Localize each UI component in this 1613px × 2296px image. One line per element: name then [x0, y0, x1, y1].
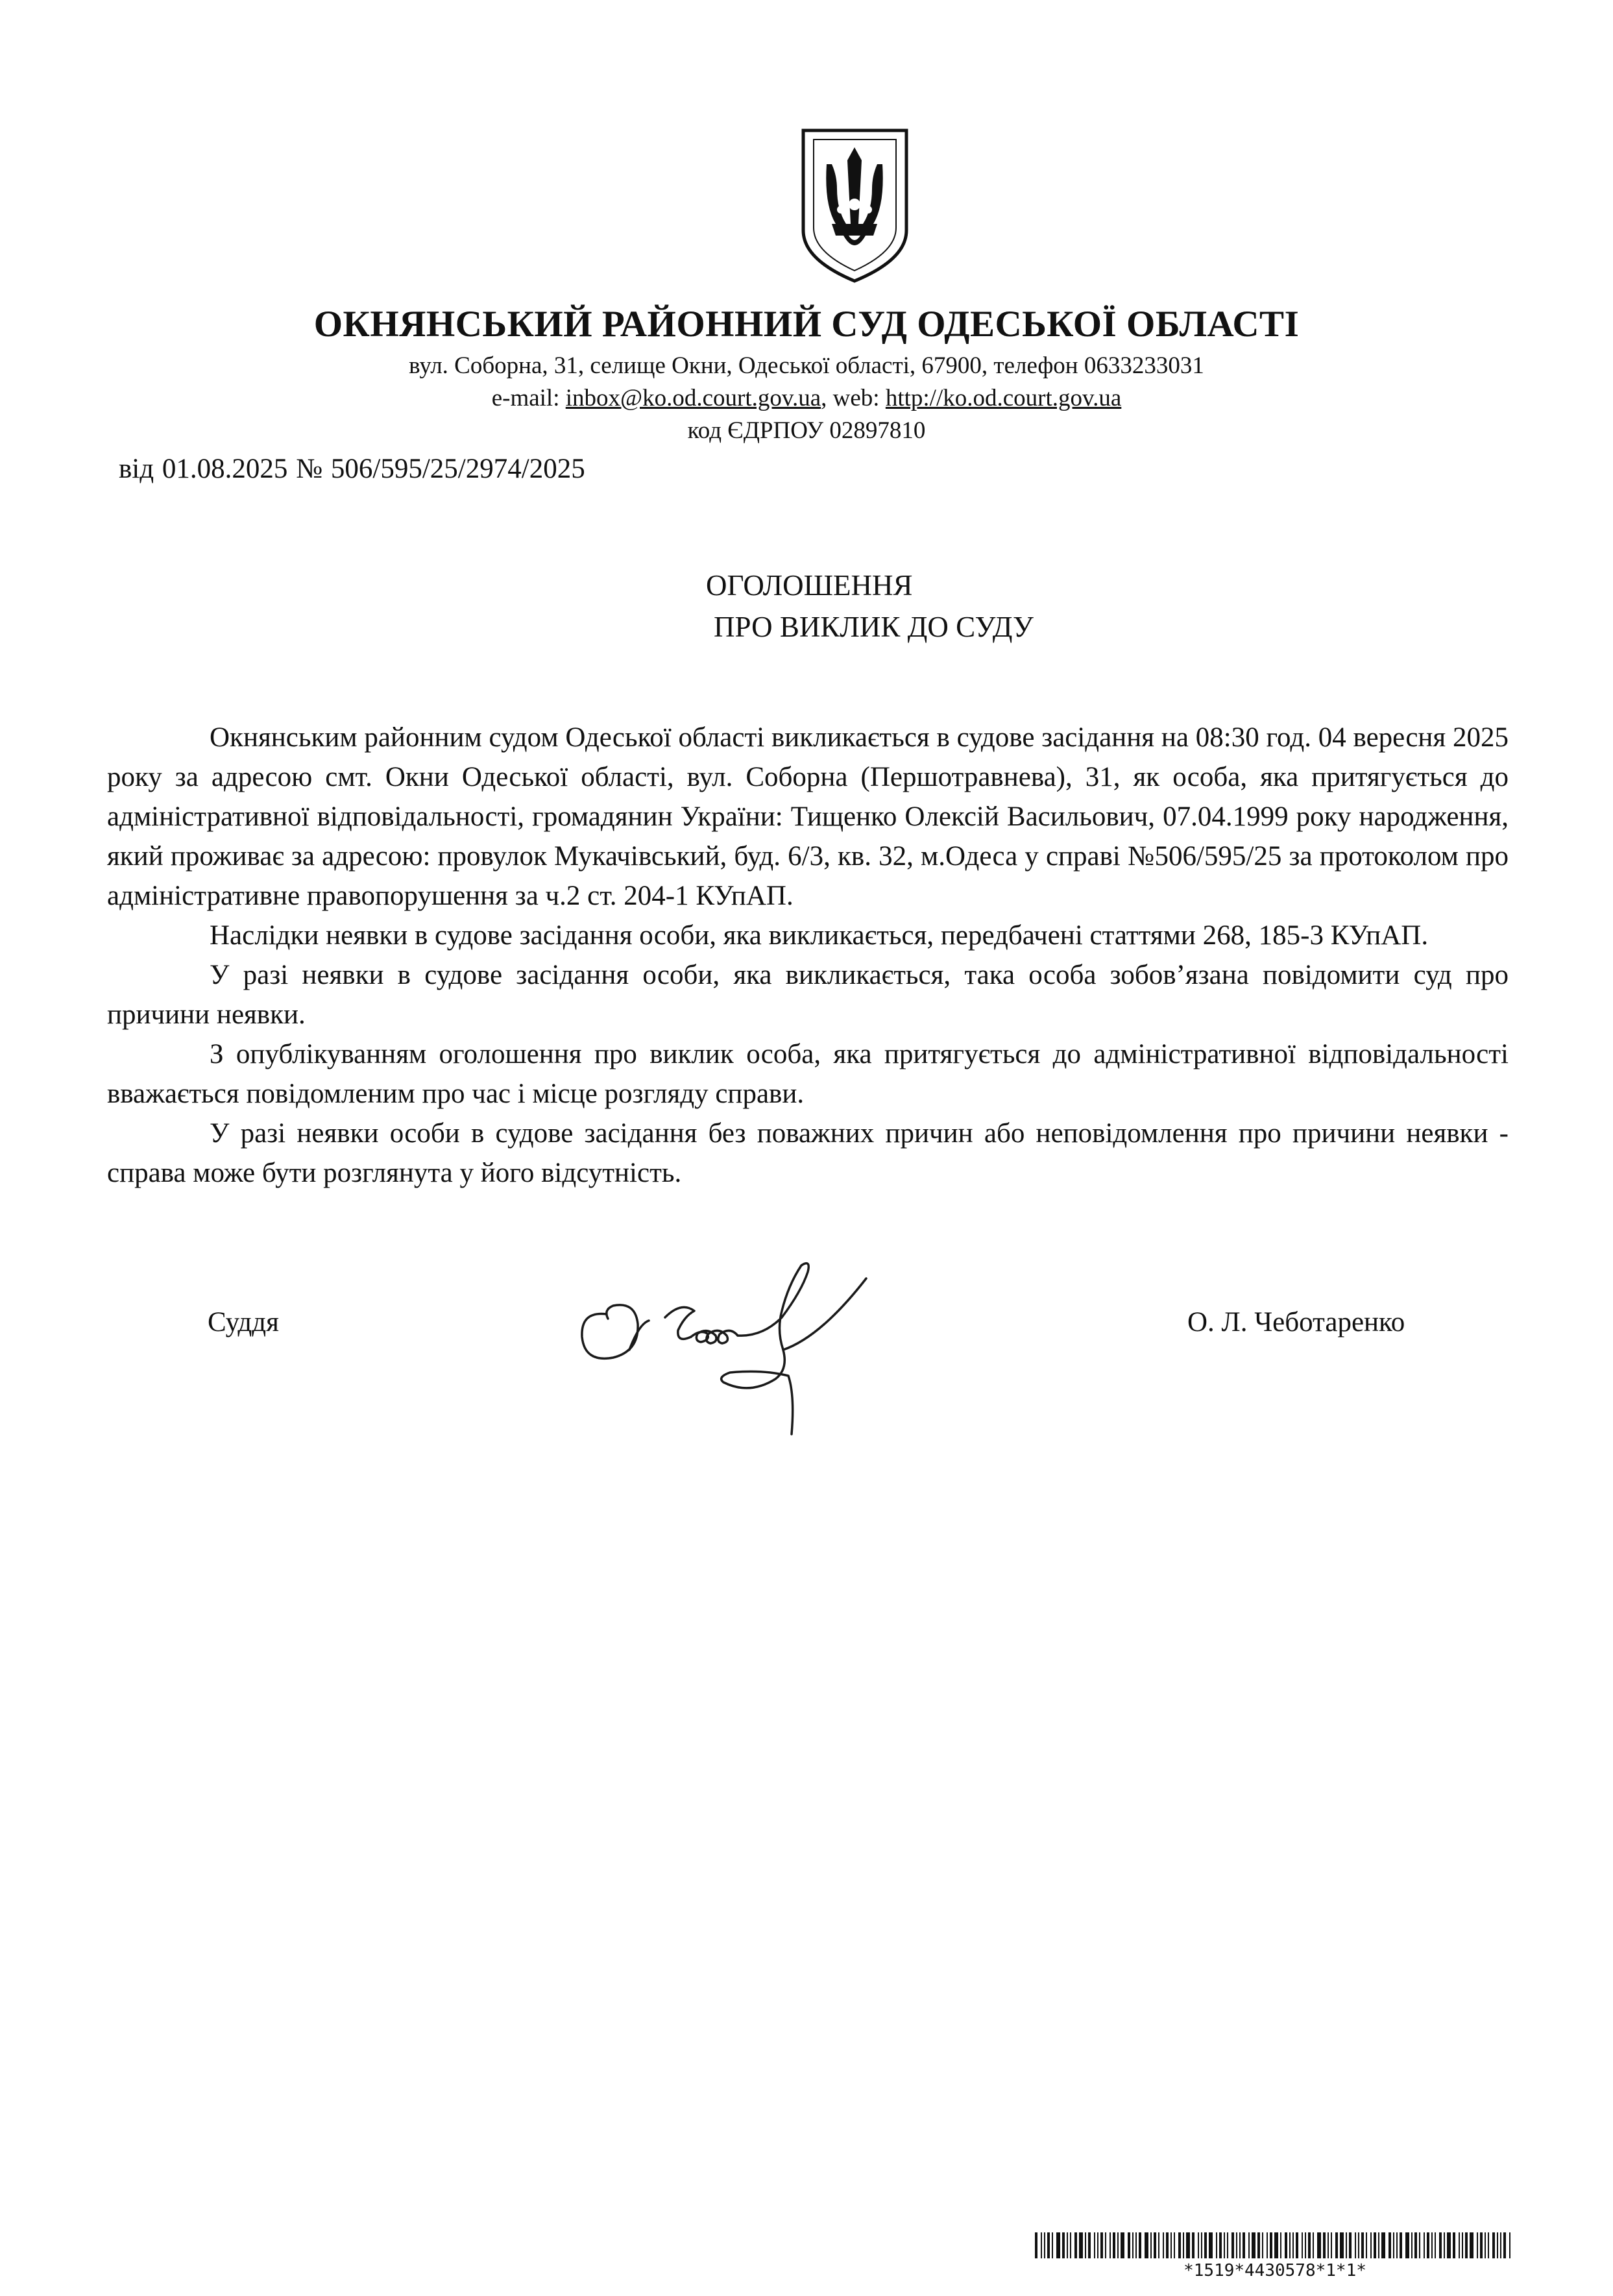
- barcode-bar: [1414, 2232, 1417, 2258]
- barcode-bar: [1485, 2232, 1486, 2258]
- barcode-bar: [1183, 2232, 1184, 2258]
- barcode-bar: [1257, 2232, 1260, 2258]
- barcode-bar: [1178, 2232, 1181, 2258]
- barcode-bar: [1041, 2232, 1042, 2258]
- barcode-bar: [1224, 2232, 1225, 2258]
- barcode-bar: [1252, 2232, 1255, 2258]
- body-paragraph: У разі неявки в судове засідання особи, яка викликається, така особа зобов’язана повідомити суд про причини неявки.: [107, 960, 1509, 1030]
- barcode-bar: [1361, 2232, 1364, 2258]
- edrpou-code: код ЄДРПОУ 02897810: [687, 417, 926, 444]
- barcode-bar: [1121, 2232, 1124, 2258]
- barcode-bar: [1500, 2232, 1501, 2258]
- barcode-bar: [1186, 2232, 1190, 2258]
- barcode-bar: [1296, 2232, 1298, 2258]
- document-title: ОГОЛОШЕННЯ: [706, 569, 913, 602]
- barcode: [1035, 2232, 1515, 2258]
- barcode-bar: [1085, 2232, 1086, 2258]
- barcode-bar: [1355, 2232, 1356, 2258]
- barcode-bar: [1074, 2232, 1077, 2258]
- barcode-bar: [1227, 2232, 1228, 2258]
- barcode-bar: [1313, 2232, 1314, 2258]
- barcode-bar: [1285, 2232, 1287, 2258]
- barcode-bar: [1400, 2232, 1402, 2258]
- court-name: ОКНЯНСЬКИЙ РАЙОННИЙ СУД ОДЕСЬКОЇ ОБЛАСТІ: [313, 304, 1300, 345]
- barcode-bar: [1267, 2232, 1268, 2258]
- barcode-bar: [1198, 2232, 1199, 2258]
- coat-of-arms-icon: [798, 127, 912, 286]
- barcode-bar: [1462, 2232, 1463, 2258]
- barcode-bar: [1317, 2232, 1321, 2258]
- barcode-bar: [1488, 2232, 1489, 2258]
- email-label: e-mail:: [491, 385, 566, 411]
- barcode-bar: [1349, 2232, 1352, 2258]
- barcode-bar: [1132, 2232, 1134, 2258]
- barcode-bar: [1374, 2232, 1376, 2258]
- barcode-bar: [1424, 2232, 1425, 2258]
- barcode-bar: [1145, 2232, 1148, 2258]
- barcode-bar: [1370, 2232, 1372, 2258]
- barcode-bar: [1150, 2232, 1152, 2258]
- barcode-bar: [1346, 2232, 1347, 2258]
- barcode-bar: [1035, 2232, 1037, 2258]
- body-paragraph: У разі неявки особи в судове засідання без поважних причин або неповідомлення про причини неявки - справа може бути розглянута у його відсутність.: [107, 1118, 1509, 1188]
- barcode-bar: [1366, 2232, 1367, 2258]
- barcode-bar: [1323, 2232, 1326, 2258]
- barcode-bar: [1231, 2232, 1234, 2258]
- barcode-bar: [1444, 2232, 1445, 2258]
- barcode-bar: [1470, 2232, 1474, 2258]
- body-paragraph: Окнянським районним судом Одеської області викликається в судове засідання на 08:30 год. 04 вересня 2025 року за адресою смт. Окни Одеської області, вул. Соборна (Першотравнева), 31, як особа, яка притягується до адміністративної відповідальності, громадянин України: Тищенко Олексій Васильович, 07.04.1999 року народження, який проживає за адресою: провулок Мукачівський, буд. 6/3, кв. 32, м.Одеса у справі №506/595/25 за протоколом про адміністративне правопорушення за ч.2 ст. 204-1 КУпАП.: [107, 722, 1509, 911]
- barcode-bar: [1100, 2232, 1103, 2258]
- barcode-bar: [1289, 2232, 1291, 2258]
- barcode-bar: [1110, 2232, 1111, 2258]
- body-paragraph: З опублікуванням оголошення про виклик особа, яка притягується до адміністративної відповідальності вважається повідомленим про час і місце розгляду справи.: [107, 1039, 1509, 1109]
- barcode-bar: [1431, 2232, 1433, 2258]
- barcode-bar: [1062, 2232, 1065, 2258]
- document-reference: від 01.08.2025 № 506/595/25/2974/2025: [119, 454, 585, 484]
- judge-name: О. Л. Чеботаренко: [1187, 1307, 1405, 1337]
- barcode-bar: [1239, 2232, 1241, 2258]
- barcode-bar: [1243, 2232, 1245, 2258]
- barcode-bar: [1166, 2232, 1169, 2258]
- barcode-bar: [1139, 2232, 1141, 2258]
- barcode-bar: [1262, 2232, 1263, 2258]
- barcode-bar: [1328, 2232, 1329, 2258]
- barcode-bar: [1389, 2232, 1391, 2258]
- barcode-bar: [1113, 2232, 1115, 2258]
- barcode-bar: [1378, 2232, 1379, 2258]
- barcode-bar: [1492, 2232, 1495, 2258]
- barcode-bar: [1044, 2232, 1045, 2258]
- barcode-bar: [1094, 2232, 1095, 2258]
- barcode-bar: [1248, 2232, 1250, 2258]
- barcode-bar: [1274, 2232, 1278, 2258]
- barcode-bar: [1292, 2232, 1294, 2258]
- barcode-bar: [1280, 2232, 1281, 2258]
- document-subtitle: ПРО ВИКЛИК ДО СУДУ: [714, 611, 1034, 643]
- barcode-bar: [1340, 2232, 1344, 2258]
- court-address: вул. Соборна, 31, селище Окни, Одеської області, 67900, телефон 0633233031: [409, 352, 1204, 379]
- barcode-bar: [1236, 2232, 1237, 2258]
- barcode-bar: [1381, 2232, 1385, 2258]
- barcode-bar: [1497, 2232, 1498, 2258]
- barcode-bar: [1056, 2232, 1060, 2258]
- barcode-bar: [1509, 2232, 1510, 2258]
- barcode-bar: [1067, 2232, 1068, 2258]
- court-contacts: [0, 384, 1613, 413]
- barcode-bar: [1396, 2232, 1398, 2258]
- barcode-bar: [1477, 2232, 1478, 2258]
- barcode-bar: [1070, 2232, 1071, 2258]
- barcode-text: *1519*4430578*1*1*: [1183, 2261, 1366, 2280]
- barcode-bar: [1105, 2232, 1106, 2258]
- barcode-bar: [1453, 2232, 1455, 2258]
- signature-label: Суддя: [208, 1307, 279, 1337]
- handwritten-signature: [568, 1240, 1009, 1447]
- barcode-bar: [1411, 2232, 1413, 2258]
- barcode-bar: [1459, 2232, 1460, 2258]
- barcode-bar: [1302, 2232, 1303, 2258]
- barcode-bar: [1170, 2232, 1172, 2258]
- barcode-bar: [1308, 2232, 1311, 2258]
- barcode-bar: [1128, 2232, 1130, 2258]
- barcode-bar: [1052, 2232, 1053, 2258]
- barcode-bar: [1088, 2232, 1091, 2258]
- barcode-bar: [1358, 2232, 1359, 2258]
- barcode-bar: [1154, 2232, 1156, 2258]
- barcode-bar: [1335, 2232, 1338, 2258]
- barcode-bar: [1204, 2232, 1207, 2258]
- barcode-bar: [1480, 2232, 1483, 2258]
- barcode-bar: [1209, 2232, 1213, 2258]
- barcode-bar: [1097, 2232, 1098, 2258]
- barcode-bar: [1447, 2232, 1451, 2258]
- barcode-bar: [1331, 2232, 1332, 2258]
- barcode-bar: [1192, 2232, 1195, 2258]
- barcode-bar: [1163, 2232, 1164, 2258]
- email-link[interactable]: inbox@ko.od.court.gov.ua: [565, 385, 821, 411]
- barcode-bar: [1439, 2232, 1442, 2258]
- barcode-bar: [1047, 2232, 1050, 2258]
- barcode-bar: [1305, 2232, 1306, 2258]
- body-paragraph: Наслідки неявки в судове засідання особи, яка викликається, передбачені статтями 268, 185-3 КУпАП.: [210, 920, 1429, 951]
- barcode-bar: [1419, 2232, 1420, 2258]
- barcode-bar: [1201, 2232, 1202, 2258]
- barcode-bar: [1405, 2232, 1409, 2258]
- barcode-bar: [1216, 2232, 1217, 2258]
- announcement-body: [107, 718, 1509, 1193]
- barcode-bar: [1117, 2232, 1119, 2258]
- barcode-bar: [1435, 2232, 1436, 2258]
- barcode-bar: [1135, 2232, 1137, 2258]
- barcode-bar: [1465, 2232, 1468, 2258]
- barcode-bar: [1427, 2232, 1429, 2258]
- barcode-bar: [1158, 2232, 1159, 2258]
- web-link[interactable]: http://ko.od.court.gov.ua: [885, 385, 1122, 411]
- web-label: , web:: [821, 385, 886, 411]
- barcode-bar: [1503, 2232, 1506, 2258]
- barcode-bar: [1079, 2232, 1083, 2258]
- barcode-bar: [1393, 2232, 1394, 2258]
- barcode-bar: [1270, 2232, 1272, 2258]
- barcode-bar: [1219, 2232, 1222, 2258]
- barcode-bar: [1174, 2232, 1175, 2258]
